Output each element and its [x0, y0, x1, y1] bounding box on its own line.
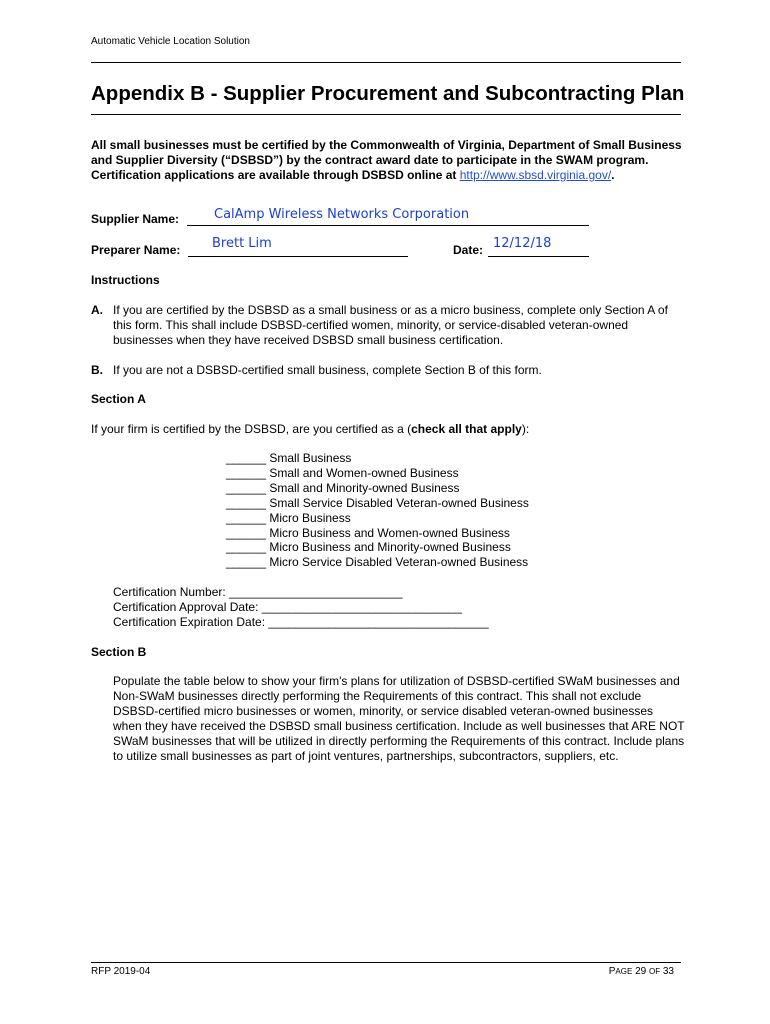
header-divider — [91, 62, 681, 63]
option-small-minority-owned[interactable]: ______ Small and Minority-owned Business — [226, 480, 460, 495]
page-title: Appendix B - Supplier Procurement and Subcontracting Plan — [91, 82, 685, 105]
intro-text: All small businesses must be certified by the Commonwealth of Virginia, Department of Small Business and Supplier Diversity (“DSBSD”) by the contract award date to participate in the SWAM program. Certification applications are available through DSBSD online at — [91, 138, 682, 182]
supplier-name-label: Supplier Name: — [91, 212, 180, 226]
option-small-women-owned[interactable]: ______ Small and Women-owned Business — [226, 465, 459, 480]
page-current: 29 — [635, 966, 647, 977]
instructions-heading: Instructions — [91, 273, 160, 287]
option-micro-minority-owned[interactable]: ______ Micro Business and Minority-owned Business — [226, 540, 511, 555]
certification-approval-date-field[interactable]: Certification Approval Date: ______________________________ — [113, 600, 462, 614]
question-suffix: ): — [521, 422, 530, 436]
option-micro-women-owned[interactable]: ______ Micro Business and Women-owned Business — [226, 525, 510, 540]
page-p: P — [608, 966, 616, 977]
option-micro-business[interactable]: ______ Micro Business — [226, 510, 351, 525]
date-label: Date: — [453, 243, 484, 257]
supplier-name-field[interactable]: CalAmp Wireless Networks Corporation — [214, 207, 470, 222]
section-b-text: Populate the table below to show your firm's plans for utilization of DSBSD-certified SWaM businesses and Non-SWaM businesses directly performing the Requirements of this contract. This shall not exclude DSBSD-certified micro businesses or women, minority, or service disabled veteran-owned businesses when they have received the DSBSD small business certification. Include as well businesses that ARE NOT SWaM businesses that will be utilized in directly performing the Requirements of this contract. Include plans to utilize small businesses as part of joint ventures, partnerships, subcontractors, suppliers, etc. — [113, 674, 685, 763]
section-a-heading: Section A — [91, 392, 146, 406]
footer-page-number — [609, 966, 674, 977]
page-of: OF — [648, 967, 661, 976]
certification-details — [113, 585, 489, 630]
footer-rfp-number: RFP 2019-04 — [91, 966, 151, 977]
option-small-veteran-owned[interactable]: ______ Small Service Disabled Veteran-owned Business — [226, 495, 529, 510]
option-micro-veteran-owned[interactable]: ______ Micro Service Disabled Veteran-owned Business — [226, 555, 529, 570]
option-small-business[interactable]: ______ Small Business — [226, 451, 352, 465]
supplier-name-line — [187, 225, 589, 226]
question-prefix: If your firm is certified by the DSBSD, are you certified as a ( — [91, 422, 412, 436]
footer-divider — [91, 962, 681, 963]
sbsd-link[interactable]: http://www.sbsd.virginia.gov/ — [459, 168, 612, 182]
certification-expiration-date-field[interactable]: Certification Expiration Date: _________________________________ — [113, 615, 489, 629]
preparer-name-field[interactable]: Brett Lim — [212, 236, 272, 251]
page-total: 33 — [662, 966, 674, 977]
section-b-heading: Section B — [91, 645, 147, 659]
date-line — [488, 256, 589, 257]
intro-end: . — [611, 168, 615, 182]
certification-type-list — [226, 451, 529, 570]
certification-number-field[interactable]: Certification Number: __________________________ — [113, 585, 403, 599]
intro-paragraph — [91, 138, 683, 183]
title-divider — [91, 114, 681, 115]
instruction-a-text: If you are certified by the DSBSD as a small business or as a micro business, complete only Section A of this form. This shall include DSBSD-certified women, minority, or service-disabled veteran-owned businesses when they have received DSBSD small business certification. — [113, 303, 668, 347]
preparer-name-line — [188, 256, 408, 257]
preparer-name-label: Preparer Name: — [91, 243, 181, 257]
instruction-b-letter: B. — [91, 363, 103, 377]
instruction-a-letter: A. — [91, 303, 103, 317]
date-field[interactable]: 12/12/18 — [493, 236, 552, 251]
running-header: Automatic Vehicle Location Solution — [91, 36, 250, 47]
section-a-question — [91, 422, 529, 437]
question-emphasis: check all that apply — [411, 422, 522, 436]
instruction-b-text: If you are not a DSBSD-certified small business, complete Section B of this form. — [113, 363, 542, 377]
page-age: AGE — [615, 967, 633, 976]
